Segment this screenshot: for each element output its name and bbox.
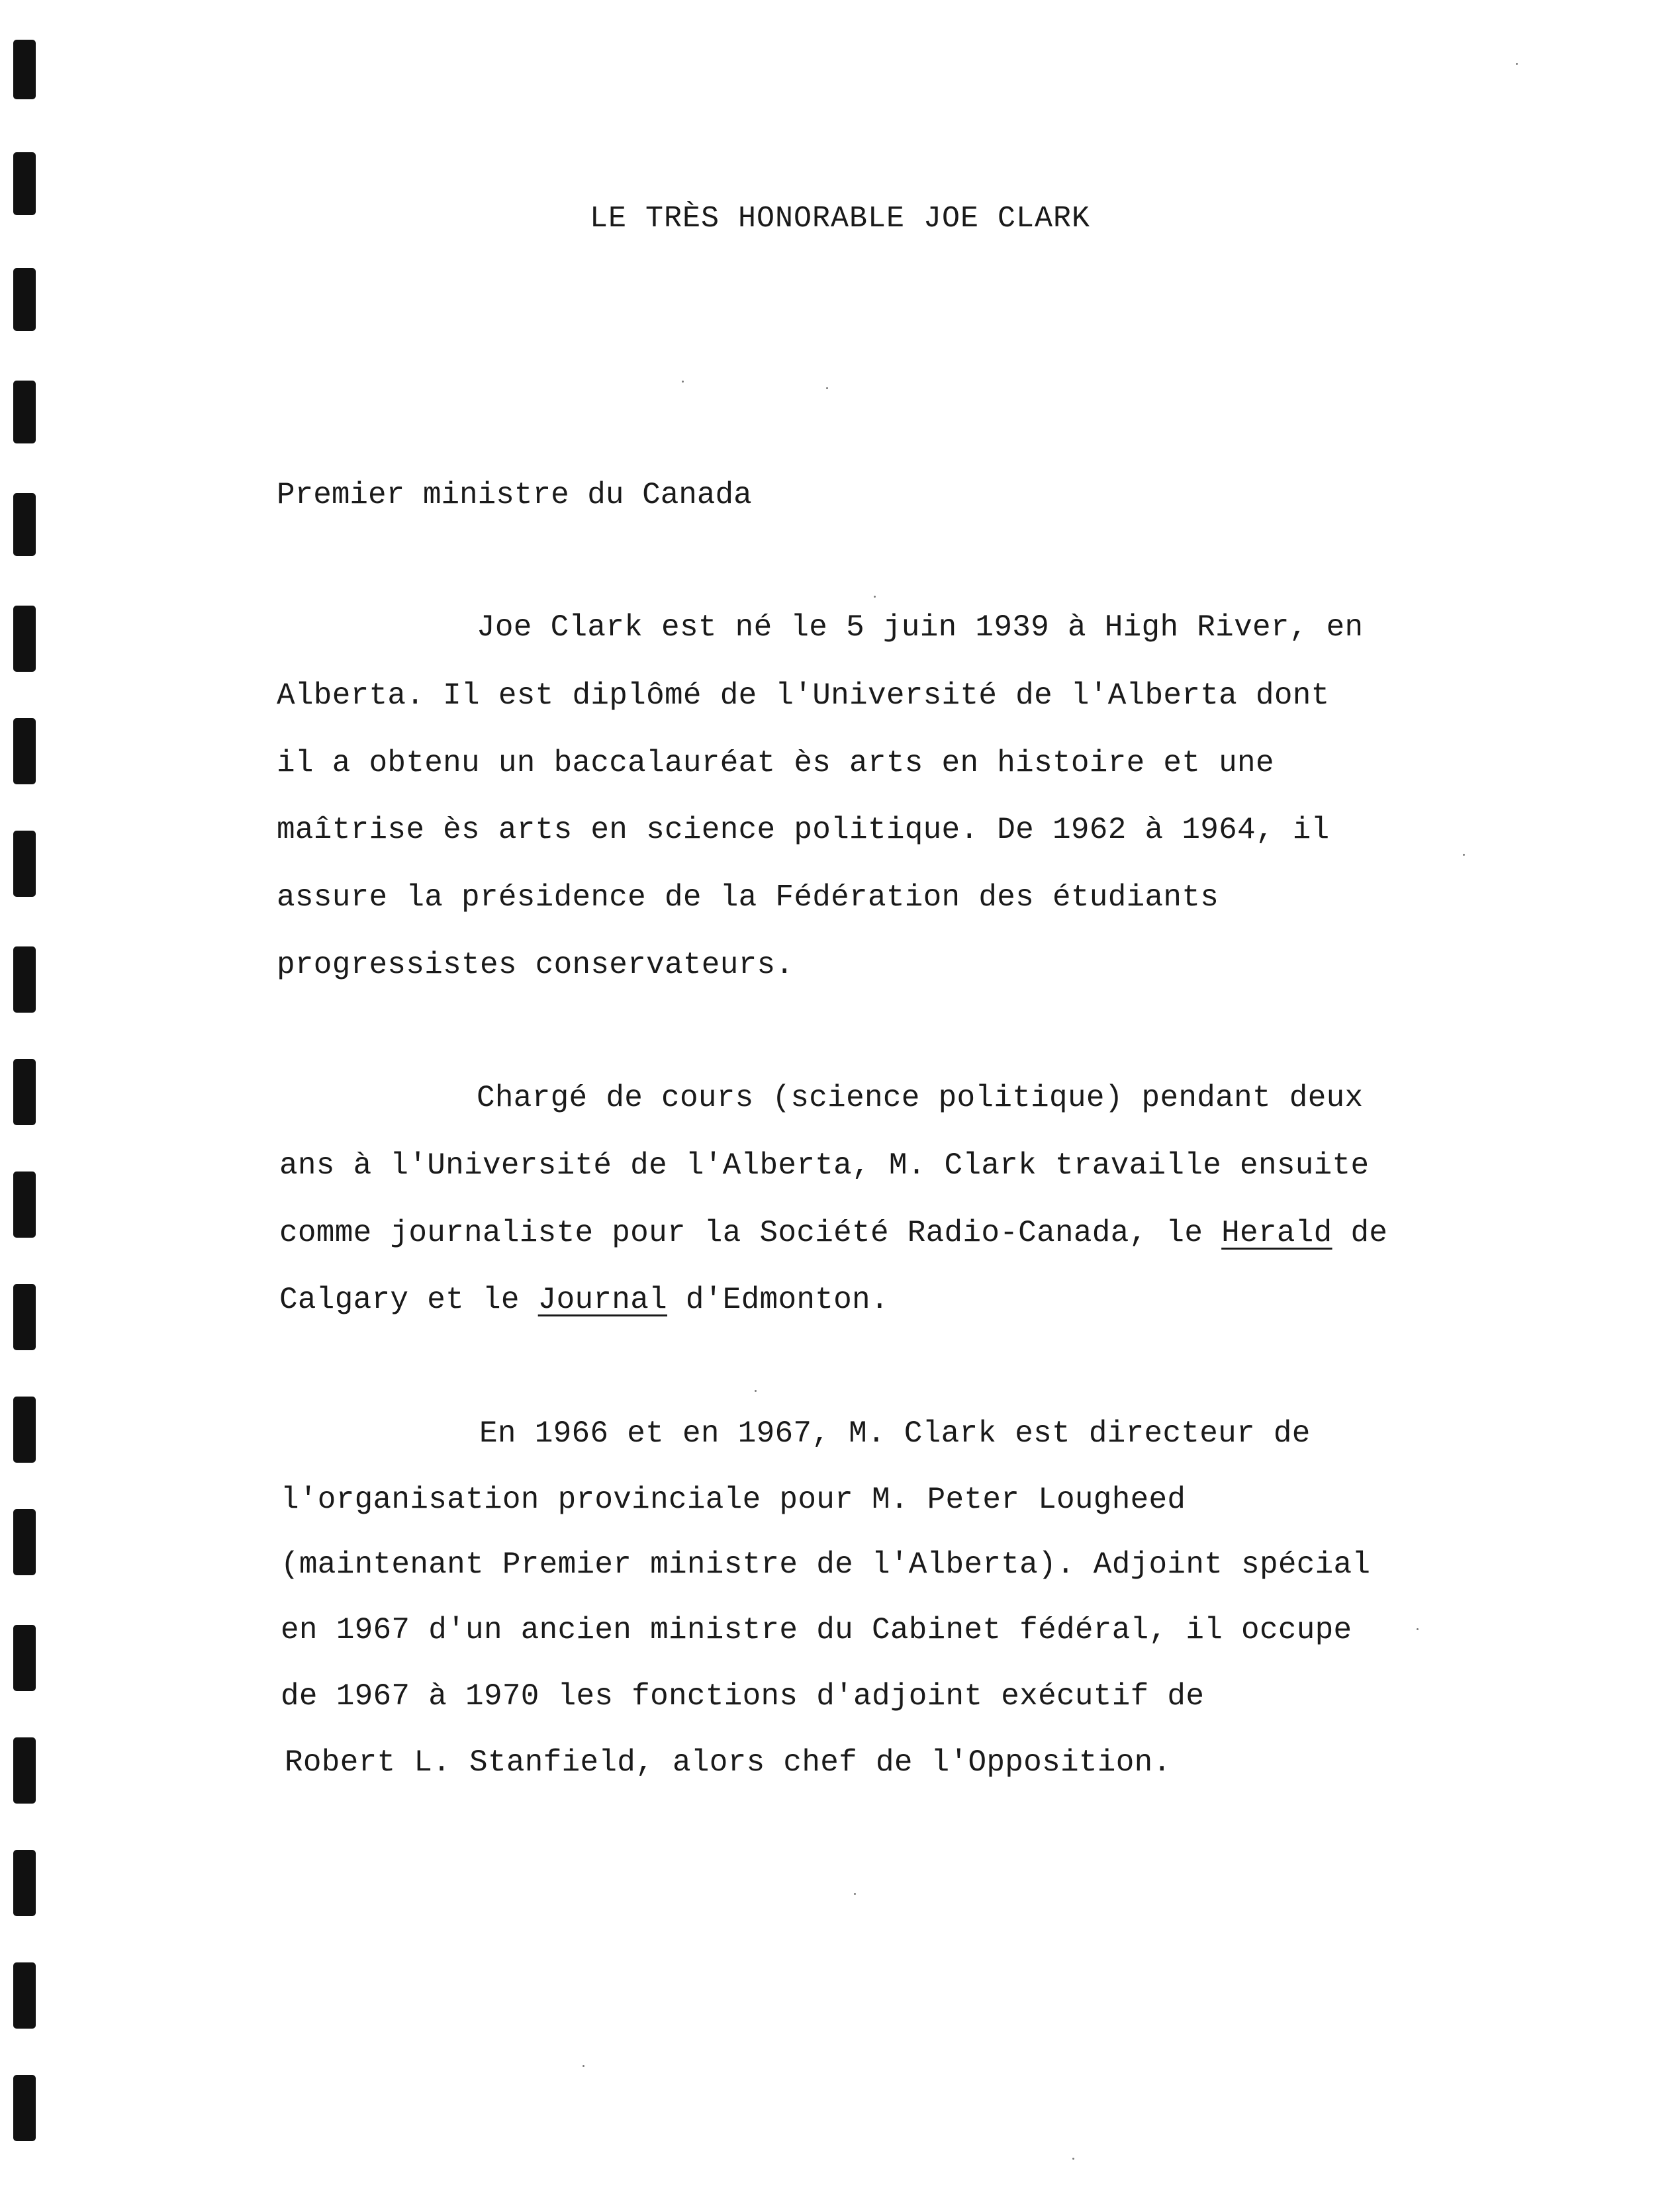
- paragraph-line: assure la présidence de la Fédération des étudiants: [277, 880, 1219, 915]
- binding-mark: [13, 1509, 36, 1575]
- paragraph-line: l'organisation provinciale pour M. Peter Lougheed: [281, 1483, 1186, 1517]
- binding-mark: [13, 40, 36, 99]
- binding-mark: [13, 2075, 36, 2141]
- paragraph-line: ans à l'Université de l'Alberta, M. Clark travaille ensuite: [279, 1148, 1370, 1183]
- scan-speckle: [826, 387, 828, 389]
- paragraph-line: Alberta. Il est diplômé de l'Université de l'Alberta dont: [277, 678, 1330, 713]
- page-title: LE TRÈS HONORABLE JOE CLARK: [589, 202, 1091, 236]
- line-text: de: [1332, 1216, 1388, 1250]
- scan-speckle: [1516, 63, 1518, 65]
- scan-speckle: [583, 2065, 584, 2067]
- scan-speckle: [755, 1390, 757, 1392]
- binding-mark: [13, 1284, 36, 1350]
- binding-mark: [13, 1625, 36, 1691]
- binding-mark: [13, 493, 36, 556]
- paragraph-line: Chargé de cours (science politique) pendant deux: [477, 1081, 1364, 1115]
- binding-mark: [13, 1397, 36, 1463]
- line-text: d'Edmonton.: [667, 1283, 889, 1317]
- paragraph-line: (maintenant Premier ministre de l'Alberta). Adjoint spécial: [281, 1547, 1371, 1582]
- binding-mark: [13, 606, 36, 672]
- paragraph-line: il a obtenu un baccalauréat ès arts en histoire et une: [277, 746, 1274, 780]
- paragraph-line: [279, 1283, 889, 1317]
- binding-mark: [13, 946, 36, 1013]
- binding-mark: [13, 1737, 36, 1804]
- line-text: comme journaliste pour la Société Radio-Canada, le: [279, 1216, 1222, 1250]
- paragraph-line: En 1966 et en 1967, M. Clark est directeur de: [479, 1416, 1311, 1451]
- binding-mark: [13, 1172, 36, 1238]
- binding-mark: [13, 381, 36, 443]
- binding-mark: [13, 1059, 36, 1125]
- journal-underlined: Journal: [537, 1283, 668, 1317]
- scan-speckle: [1417, 1628, 1419, 1630]
- binding-mark: [13, 1962, 36, 2029]
- binding-mark: [13, 1850, 36, 1916]
- paragraph-line: Joe Clark est né le 5 juin 1939 à High River, en: [477, 610, 1364, 645]
- binding-mark: [13, 268, 36, 331]
- paragraph-line: de 1967 à 1970 les fonctions d'adjoint exécutif de: [281, 1679, 1205, 1714]
- scan-speckle: [1463, 854, 1465, 856]
- binding-mark: [13, 831, 36, 897]
- scan-speckle: [854, 1893, 856, 1895]
- paragraph-line: progressistes conservateurs.: [277, 948, 794, 982]
- paragraph-line: en 1967 d'un ancien ministre du Cabinet fédéral, il occupe: [281, 1613, 1352, 1647]
- subtitle: Premier ministre du Canada: [277, 478, 752, 512]
- scan-speckle: [874, 596, 876, 598]
- paragraph-line: [279, 1216, 1387, 1250]
- line-text: Calgary et le: [279, 1283, 538, 1317]
- paragraph-line: Robert L. Stanfield, alors chef de l'Opposition.: [285, 1745, 1172, 1780]
- binding-marks: [13, 0, 53, 2206]
- paragraph-line: maîtrise ès arts en science politique. De 1962 à 1964, il: [277, 813, 1330, 847]
- scan-speckle: [1072, 2158, 1074, 2160]
- herald-underlined: Herald: [1221, 1216, 1332, 1250]
- binding-mark: [13, 718, 36, 784]
- scan-speckle: [682, 381, 684, 383]
